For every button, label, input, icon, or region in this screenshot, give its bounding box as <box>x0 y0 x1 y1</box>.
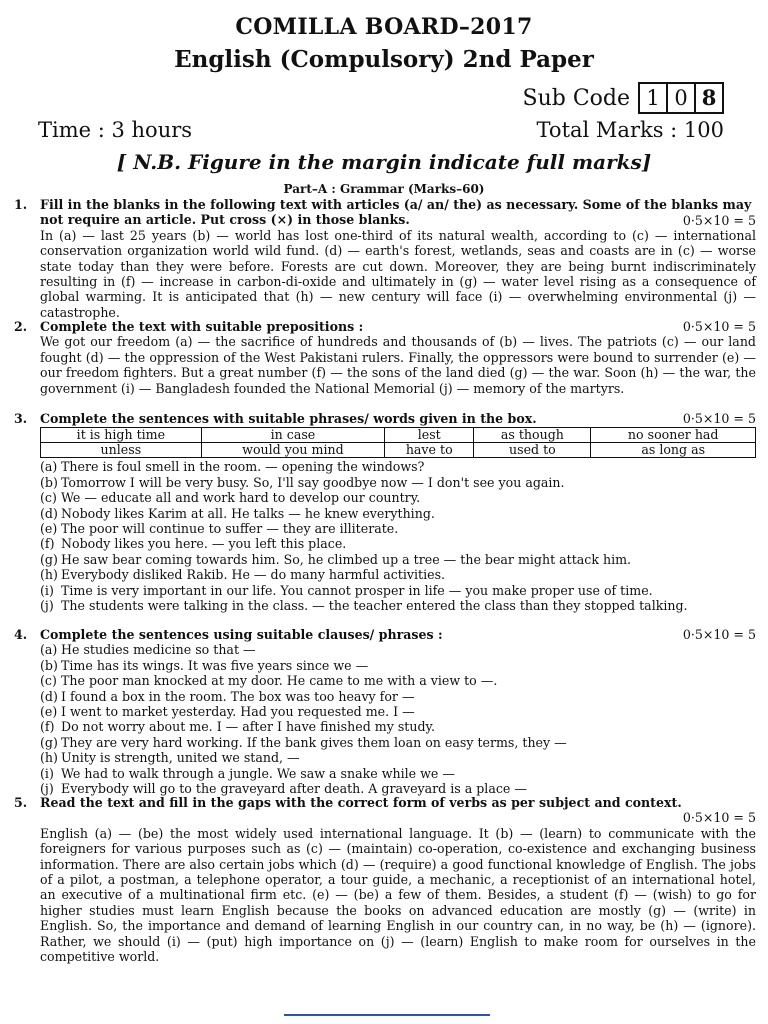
item-text: Nobody likes Karim at all. He talks — he knew everything. <box>61 505 435 521</box>
item-text: Tomorrow I will be very busy. So, I'll say goodbye now — I don't see you again. <box>61 474 565 490</box>
question-2 <box>14 319 756 396</box>
question-text: English (a) — (be) the most widely used international language. It (b) — (learn) to communicate with the foreigners for various purposes such as (c) — (maintain) co-operation, co-existence and exchanging business information. There are also certain jobs which (d) — (require) a good functional knowledge of English. The jobs of a pilot, a postman, a telephone operator, a tour guide, a mechanic, a receptionist of an international hotel, an executive of a multinational firm etc. (e) — (be) a few of them. Besides, a student (f) — (wish) to go for higher studies must learn English because the books on advanced education are mostly (g) — (write) in English. So, the importance and demand of learning English in our country can, in no way, be (h) — (ignore). Rather, we should (i) — (put) high importance on (j) — (learn) English to make room for ourselves in the competitive world. <box>40 825 756 965</box>
phrase-cell: as long as <box>591 443 756 458</box>
question-item <box>40 673 756 688</box>
item-text: Do not worry about me. I — after I have finished my study. <box>61 719 435 735</box>
question-3 <box>14 411 756 613</box>
item-letter: (a) <box>40 642 58 658</box>
question-item <box>40 490 756 505</box>
question-4 <box>14 627 756 796</box>
question-instruction: Read the text and fill in the gaps with the correct form of verbs as per subject and context. <box>40 795 682 810</box>
item-letter: (i) <box>40 582 54 598</box>
sub-code-digit: 1 <box>638 82 668 114</box>
phrase-cell: no sooner had <box>591 428 756 443</box>
question-instruction: Complete the text with suitable prepositions : <box>40 319 364 334</box>
sub-code-digit: 8 <box>694 82 724 114</box>
item-text: There is foul smell in the room. — opening the windows? <box>61 459 425 475</box>
question-item <box>40 521 756 536</box>
item-text: The poor man knocked at my door. He came to me with a view to —. <box>61 673 498 689</box>
question-instruction: Fill in the blanks in the following text with articles (a/ an/ the) as necessary. Some of the blanks may not require an article. Put cross (×) in those blanks. <box>40 197 752 228</box>
question-marks: 0·5×10 = 5 <box>682 627 756 642</box>
question-text: We got our freedom (a) — the sacrifice of hundreds and thousands of (b) — lives. The patriots (c) — our land fought (d) — the oppression of the West Pakistani rulers. Finally, the oppressors were bound to surrender (e) — our freedom fighters. But a great number (f) — the sons of the land died (g) — the war. Soon (h) — the war, the government (i) — Bangladesh founded the National Memorial (j) — memory of the martyrs. <box>40 334 756 396</box>
phrase-box-row <box>41 443 756 458</box>
question-items <box>14 459 756 613</box>
item-letter: (b) <box>40 474 58 490</box>
phrase-cell: in case <box>201 428 384 443</box>
part-heading: Part–A : Grammar (Marks–60) <box>283 182 485 196</box>
sub-code-label: Sub Code <box>522 85 630 111</box>
question-marks: 0·5×10 = 5 <box>682 411 756 426</box>
item-text: The students were talking in the class. — the teacher entered the class than they stopped talking. <box>61 598 688 614</box>
item-letter: (g) <box>40 551 58 567</box>
item-text: Time has its wings. It was five years since we — <box>61 657 369 673</box>
question-5 <box>14 795 756 964</box>
question-item <box>40 475 756 490</box>
question-item <box>40 506 756 521</box>
question-instruction: Complete the sentences using suitable clauses/ phrases : <box>40 627 443 642</box>
question-item <box>40 567 756 582</box>
item-text: Everybody disliked Rakib. He — do many harmful activities. <box>61 567 446 583</box>
item-letter: (h) <box>40 567 58 583</box>
board-title: COMILLA BOARD–2017 <box>235 14 533 40</box>
phrase-cell: have to <box>385 443 474 458</box>
item-letter: (e) <box>40 521 58 537</box>
item-letter: (j) <box>40 598 54 614</box>
item-text: The poor will continue to suffer — they are illiterate. <box>61 521 399 537</box>
item-text: Time is very important in our life. You cannot prosper in life — you make proper use of time. <box>61 582 653 598</box>
phrase-cell: lest <box>385 428 474 443</box>
item-letter: (h) <box>40 750 58 766</box>
total-marks: Total Marks : 100 <box>536 118 724 142</box>
phrase-cell: would you mind <box>201 443 384 458</box>
question-number: 5. <box>14 795 28 810</box>
item-letter: (a) <box>40 459 58 475</box>
item-letter: (i) <box>40 765 54 781</box>
question-marks: 0·5×10 = 5 <box>682 319 756 334</box>
question-item <box>40 735 756 750</box>
question-item <box>40 766 756 781</box>
question-number: 2. <box>14 319 28 334</box>
item-text: Unity is strength, united we stand, — <box>61 750 300 766</box>
question-number: 1. <box>14 197 28 212</box>
question-items <box>14 642 756 796</box>
question-item <box>40 642 756 657</box>
bottom-divider <box>284 1014 490 1016</box>
phrase-cell: unless <box>41 443 202 458</box>
question-item <box>40 598 756 613</box>
item-text: I found a box in the room. The box was too heavy for — <box>61 688 415 704</box>
question-item <box>40 658 756 673</box>
item-text: Nobody likes you here. — you left this place. <box>61 536 347 552</box>
item-letter: (f) <box>40 536 55 552</box>
item-letter: (c) <box>40 673 57 689</box>
question-number: 4. <box>14 627 28 642</box>
item-letter: (d) <box>40 505 58 521</box>
phrase-cell: used to <box>474 443 591 458</box>
item-text: Everybody will go to the graveyard after death. A graveyard is a place — <box>61 781 527 797</box>
phrase-cell: it is high time <box>41 428 202 443</box>
nb-note: [ N.B. Figure in the margin indicate full marks] <box>116 150 652 174</box>
item-text: We had to walk through a jungle. We saw a snake while we — <box>61 765 455 781</box>
question-text: In (a) — last 25 years (b) — world has lost one-third of its natural wealth, according to (c) — international conservation organization world wild fund. (d) — earth's forest, wetlands, seas and coasts are in (c) — worse state today than they were before. Forests are cut down. Moreover, they are being burnt indiscriminately resulting in (f) — increase in carbon-di-oxide and ultimately in (g) — water level rising as a consequence of global warming. It is anticipated that (h) — new century will face (i) — overwhelming environmental (j) — catastrophe. <box>40 227 756 320</box>
question-item <box>40 536 756 551</box>
question-marks: 0·5×10 = 5 <box>682 810 756 826</box>
item-text: We — educate all and work hard to develop our country. <box>61 490 421 506</box>
question-item <box>40 704 756 719</box>
sub-code <box>523 82 725 114</box>
item-text: They are very hard working. If the bank gives them loan on easy terms, they — <box>61 734 567 750</box>
item-text: I went to market yesterday. Had you requested me. I — <box>61 704 415 720</box>
question-item <box>40 552 756 567</box>
item-letter: (b) <box>40 657 58 673</box>
item-letter: (c) <box>40 490 57 506</box>
item-letter: (g) <box>40 734 58 750</box>
item-letter: (d) <box>40 688 58 704</box>
question-item <box>40 719 756 734</box>
question-item <box>40 750 756 765</box>
paper-title: English (Compulsory) 2nd Paper <box>174 46 594 73</box>
item-text: He studies medicine so that — <box>61 642 256 658</box>
question-1 <box>14 197 756 320</box>
question-number: 3. <box>14 411 28 426</box>
phrase-cell: as though <box>474 428 591 443</box>
question-item <box>40 583 756 598</box>
phrase-box <box>40 427 756 458</box>
item-letter: (f) <box>40 719 55 735</box>
question-item <box>40 459 756 474</box>
phrase-box-row <box>41 428 756 443</box>
sub-code-digit: 0 <box>666 82 696 114</box>
question-marks: 0·5×10 = 5 <box>682 212 756 228</box>
item-letter: (e) <box>40 704 58 720</box>
question-instruction: Complete the sentences with suitable phrases/ words given in the box. <box>40 411 537 426</box>
item-letter: (j) <box>40 781 54 797</box>
item-text: He saw bear coming towards him. So, he climbed up a tree — the bear might attack him. <box>61 551 632 567</box>
question-item <box>40 689 756 704</box>
exam-time: Time : 3 hours <box>38 118 193 142</box>
